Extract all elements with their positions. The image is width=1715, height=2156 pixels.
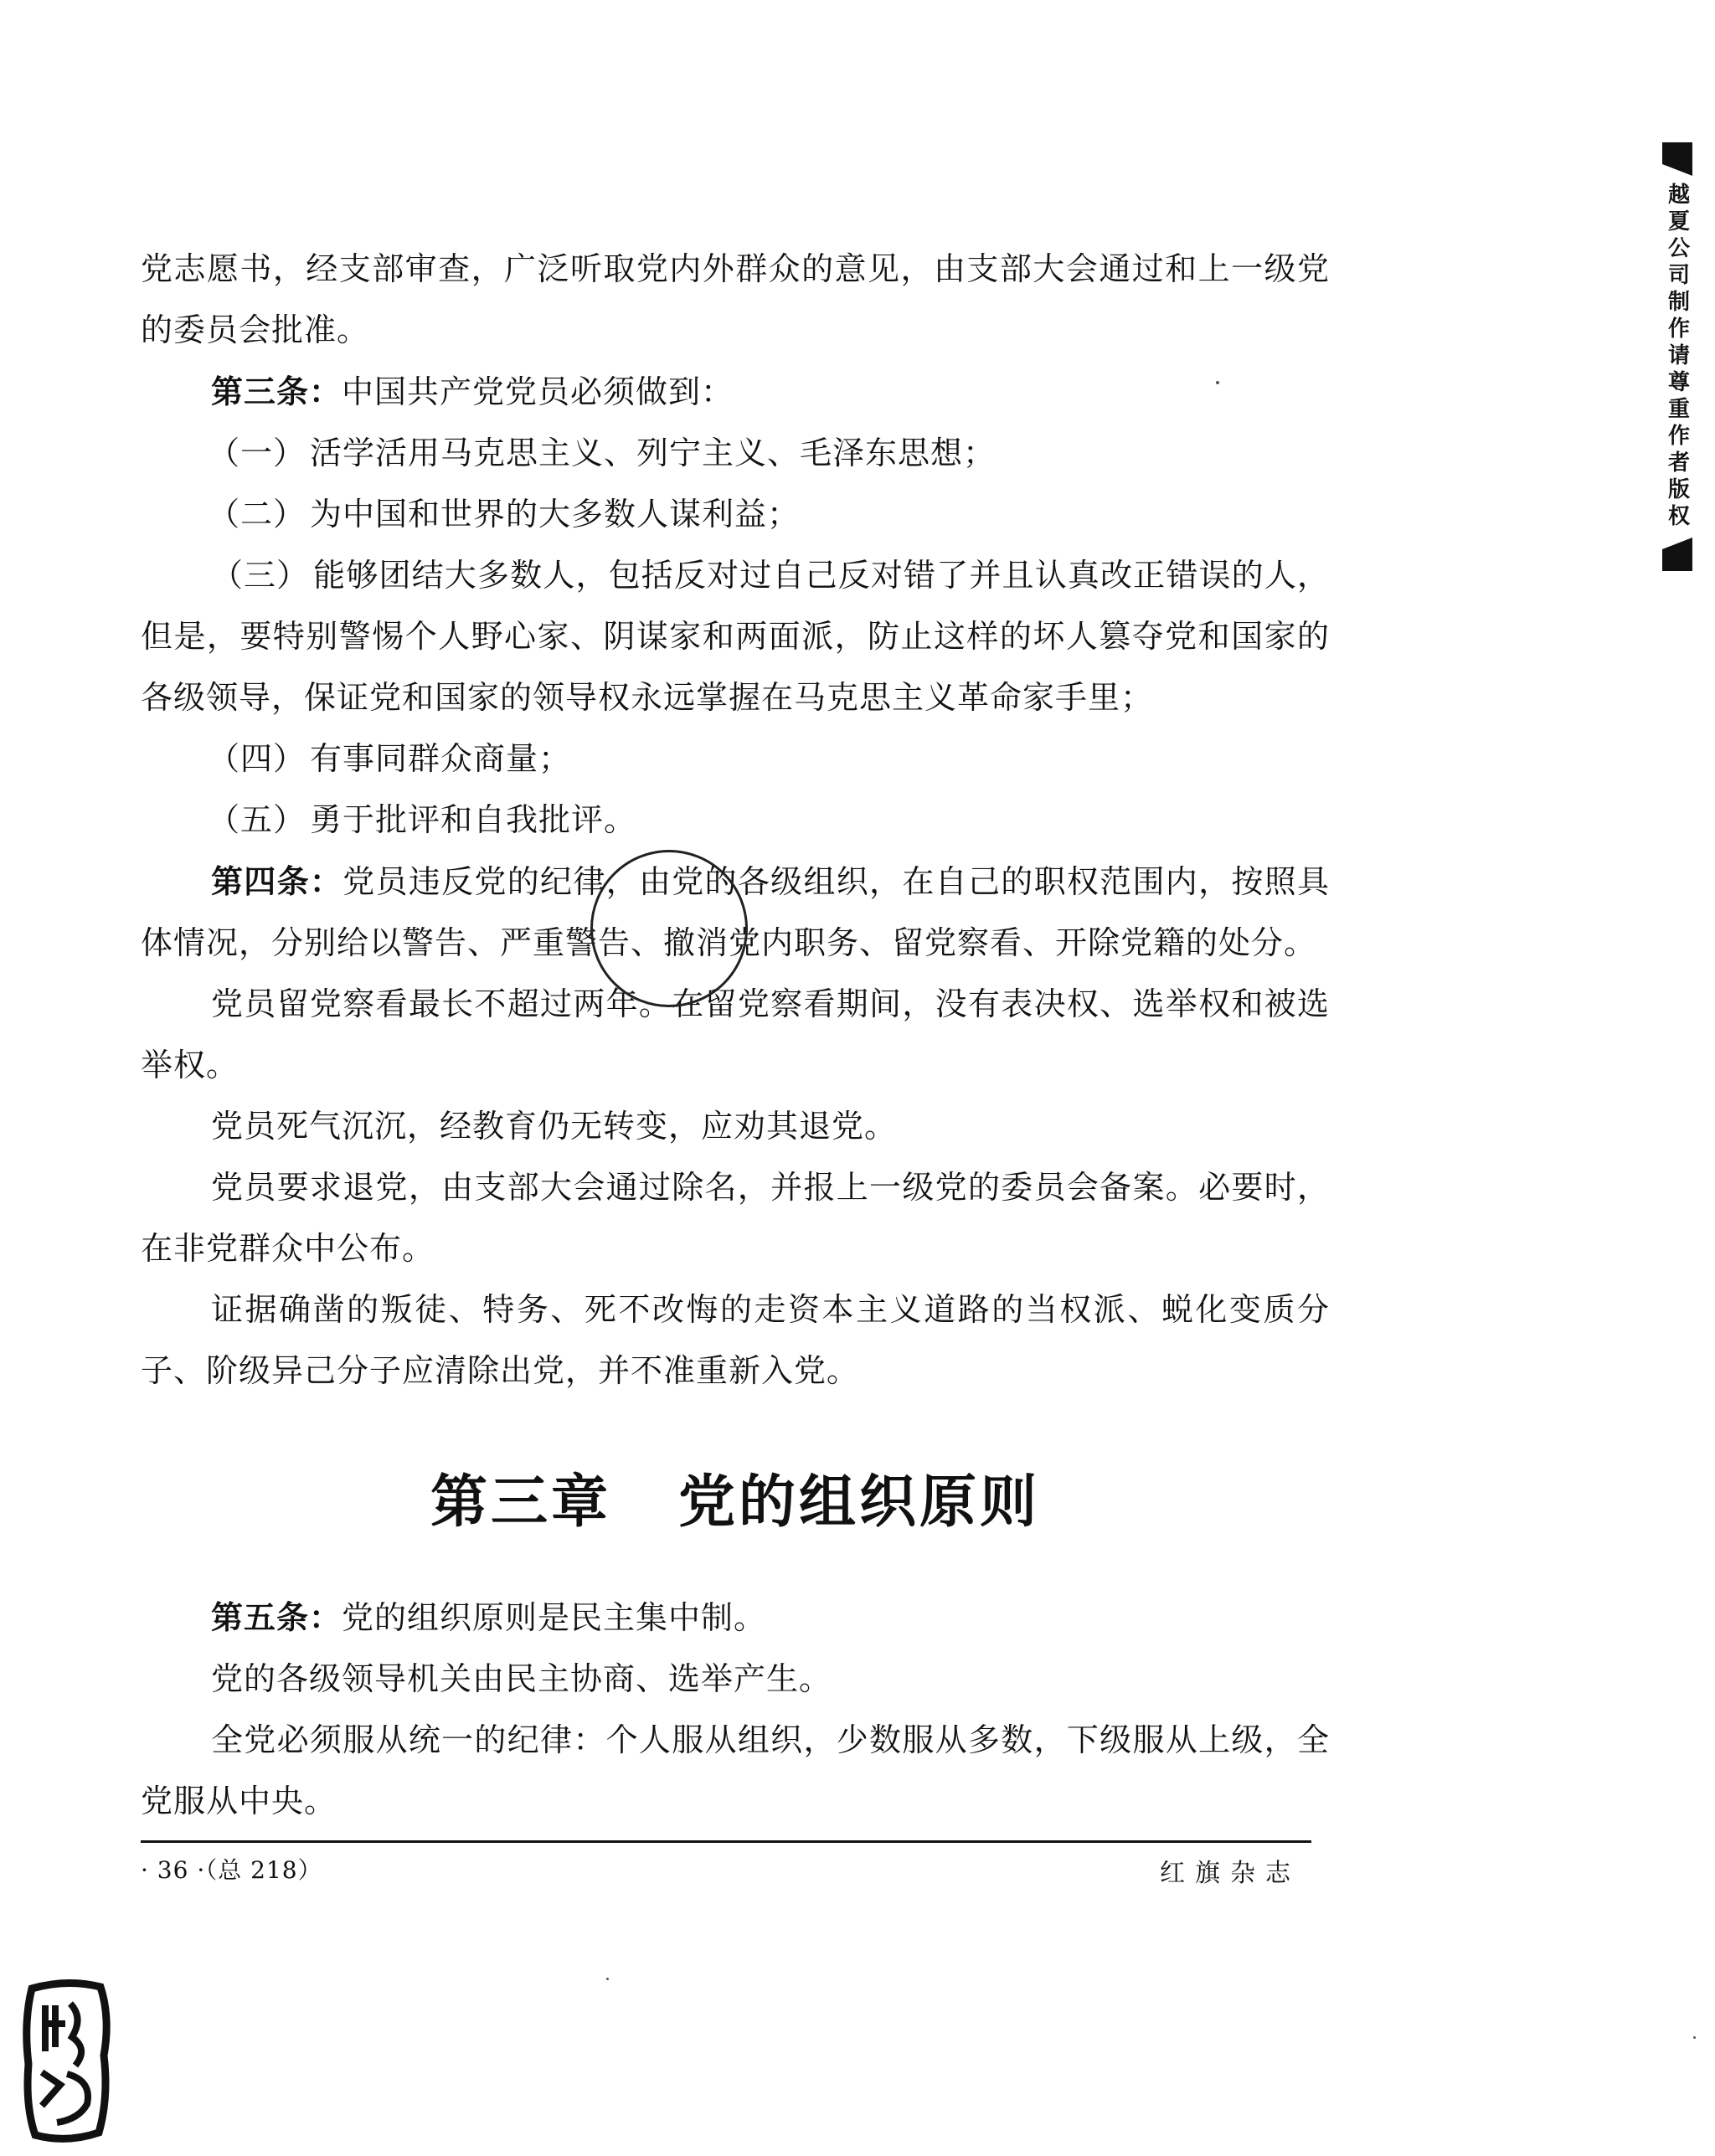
paragraph: 党员要求退党，由支部大会通过除名，并报上一级党的委员会备案。必要时，在非党群众中公布。 xyxy=(141,1169,1330,1267)
seal-stamp-icon xyxy=(17,1972,117,2148)
scan-speck xyxy=(606,1978,609,1980)
article-4: 第四条：党员违反党的纪律，由党的各级组织，在自己的职权范围内，按照具体情况，分别给以警告、严重警告、撤消党内职务、留党察看、开除党籍的处分。 xyxy=(141,862,1330,961)
chapter-body xyxy=(141,1587,1330,1832)
chapter-heading xyxy=(141,1457,1330,1538)
notice-bar-top xyxy=(1662,142,1692,176)
paragraph: 证据确凿的叛徒、特务、死不改悔的走资本主义道路的当权派、蜕化变质分子、阶级异己分子应清除出党，并不准重新入党。 xyxy=(141,1291,1330,1389)
paragraph: 党员留党察看最长不超过两年。在留党察看期间，没有表决权、选举权和被选举权。 xyxy=(141,985,1330,1083)
article-label: 第五条： xyxy=(211,1598,342,1636)
article-5: 第五条：党的组织原则是民主集中制。 xyxy=(211,1598,767,1636)
list-item: （二） 为中国和世界的大多数人谋利益； xyxy=(208,496,801,533)
article-body xyxy=(141,239,1330,1402)
article-label: 第四条： xyxy=(211,862,343,900)
list-item: （一） 活学活用马克思主义、列宁主义、毛泽东思想； xyxy=(208,435,997,471)
paragraph: 党的各级领导机关由民主协商、选举产生。 xyxy=(211,1660,832,1697)
chapter-number: 第三章 xyxy=(430,1469,611,1536)
paragraph: 党员死气沉沉，经教育仍无转变，应劝其退党。 xyxy=(211,1108,898,1145)
article-label: 第三条： xyxy=(211,373,342,410)
paragraph: 党志愿书，经支部审查，广泛听取党内外群众的意见，由支部大会通过和上一级党的委员会批准。 xyxy=(141,250,1330,348)
hand-drawn-circle xyxy=(590,850,748,1007)
copyright-text: 越夏公司制作请尊重作者版权 xyxy=(1664,183,1690,531)
scan-speck xyxy=(1216,381,1219,384)
list-item: （五） 勇于批评和自我批评。 xyxy=(208,801,637,838)
article-3: 第三条：中国共产党党员必须做到： xyxy=(211,373,734,410)
page-number: · 36 ·（总 218） xyxy=(141,1856,322,1884)
list-item: （三） 能够团结大多数人，包括反对过自己反对错了并且认真改正错误的人，但是，要特别警惕个人野心家、阴谋家和两面派，防止这样的坏人篡夺党和国家的各级领导，保证党和国家的领导权永远掌握在马克思主义革命家手里； xyxy=(141,557,1330,716)
notice-bar-bottom xyxy=(1662,538,1692,571)
copyright-notice xyxy=(1662,142,1692,571)
list-item: （四） 有事同群众商量； xyxy=(208,740,572,777)
chapter-title: 党的组织原则 xyxy=(678,1469,1041,1536)
scan-speck xyxy=(1693,2036,1696,2039)
paragraph: 全党必须服从统一的纪律：个人服从组织，少数服从多数，下级服从上级，全党服从中央。 xyxy=(141,1721,1330,1819)
journal-name: 红旗杂志 xyxy=(1160,1859,1300,1888)
footer-rule xyxy=(141,1840,1311,1843)
